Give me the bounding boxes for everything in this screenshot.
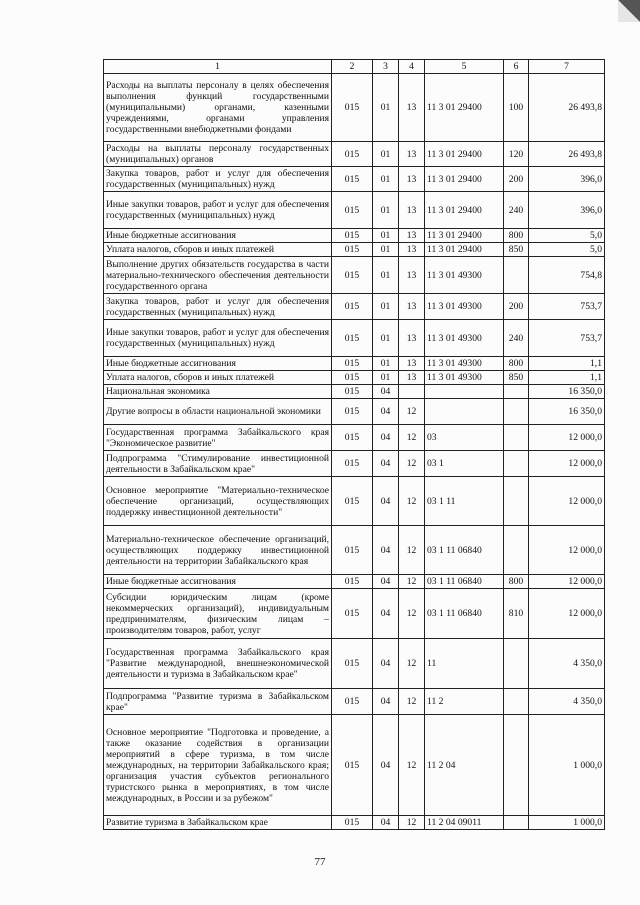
table-row <box>104 167 605 192</box>
row-subsection-cell: 12 <box>399 477 425 526</box>
row-name-cell: Иные закупки товаров, работ и услуг для обеспечения государственных (муниципальных) нужд <box>104 320 332 357</box>
row-section-cell: 01 <box>373 192 399 229</box>
row-expense-type-cell: 810 <box>504 589 529 639</box>
row-section-cell: 01 <box>373 142 399 167</box>
row-section-cell: 04 <box>373 399 399 425</box>
row-name-cell: Иные бюджетные ассигнования <box>104 357 332 371</box>
row-admin-code-cell: 015 <box>332 229 373 243</box>
table-body <box>104 74 605 830</box>
row-subsection-cell: 12 <box>399 715 425 816</box>
table-row <box>104 589 605 639</box>
row-subsection-cell: 12 <box>399 589 425 639</box>
row-target-article-cell: 11 3 01 49300 <box>425 257 504 294</box>
row-name-cell: Подпрограмма "Развитие туризма в Забайкальском крае" <box>104 689 332 715</box>
row-expense-type-cell: 240 <box>504 320 529 357</box>
row-target-article-cell: 03 1 11 06840 <box>425 575 504 589</box>
row-amount-cell: 16 350,0 <box>529 399 605 425</box>
row-section-cell: 01 <box>373 357 399 371</box>
row-name-cell: Государственная программа Забайкальского края "Развитие международной, внешнеэкономической деятельности и туризма в Забайкальском крае" <box>104 639 332 689</box>
row-subsection-cell: 13 <box>399 229 425 243</box>
row-subsection-cell: 13 <box>399 142 425 167</box>
row-name-cell: Национальная экономика <box>104 385 332 399</box>
row-amount-cell: 12 000,0 <box>529 575 605 589</box>
row-expense-type-cell: 120 <box>504 142 529 167</box>
row-subsection-cell: 12 <box>399 425 425 451</box>
row-name-cell: Развитие туризма в Забайкальском крае <box>104 816 332 830</box>
row-amount-cell: 754,8 <box>529 257 605 294</box>
page-corner-fold <box>618 0 640 22</box>
row-target-article-cell: 11 3 01 29400 <box>425 243 504 257</box>
row-name-cell: Государственная программа Забайкальского края "Экономическое развитие" <box>104 425 332 451</box>
row-amount-cell: 753,7 <box>529 320 605 357</box>
row-admin-code-cell: 015 <box>332 74 373 142</box>
row-admin-code-cell: 015 <box>332 243 373 257</box>
row-name-cell: Субсидии юридическим лицам (кроме некоммерческих организаций), индивидуальным предпринимателям, физическим лицам – производителям товаров, работ, услуг <box>104 589 332 639</box>
row-section-cell: 01 <box>373 371 399 385</box>
table-row <box>104 689 605 715</box>
row-section-cell: 01 <box>373 167 399 192</box>
row-name-cell: Основное мероприятие "Материально-техническое обеспечение организаций, осуществляющих поддержку инвестиционной деятельности" <box>104 477 332 526</box>
row-subsection-cell: 12 <box>399 399 425 425</box>
header-col-2: 2 <box>332 60 373 74</box>
row-subsection-cell: 13 <box>399 371 425 385</box>
row-expense-type-cell: 850 <box>504 243 529 257</box>
row-section-cell: 01 <box>373 320 399 357</box>
table-row <box>104 526 605 575</box>
row-name-cell: Иные бюджетные ассигнования <box>104 575 332 589</box>
row-admin-code-cell: 015 <box>332 142 373 167</box>
row-amount-cell: 4 350,0 <box>529 639 605 689</box>
row-subsection-cell: 13 <box>399 294 425 320</box>
table-row <box>104 575 605 589</box>
row-admin-code-cell: 015 <box>332 451 373 477</box>
header-col-6: 6 <box>504 60 529 74</box>
row-amount-cell: 753,7 <box>529 294 605 320</box>
page-number: 77 <box>314 856 326 868</box>
row-expense-type-cell: 200 <box>504 167 529 192</box>
row-target-article-cell: 11 3 01 29400 <box>425 142 504 167</box>
row-section-cell: 04 <box>373 451 399 477</box>
row-section-cell: 01 <box>373 74 399 142</box>
row-amount-cell: 12 000,0 <box>529 477 605 526</box>
row-target-article-cell <box>425 399 504 425</box>
row-expense-type-cell <box>504 639 529 689</box>
row-name-cell: Материально-техническое обеспечение организаций, осуществляющих поддержку инвестиционной деятельности на территории Забайкальского края <box>104 526 332 575</box>
row-name-cell: Подпрограмма "Стимулирование инвестиционной деятельности в Забайкальском крае" <box>104 451 332 477</box>
table-row <box>104 294 605 320</box>
row-name-cell: Уплата налогов, сборов и иных платежей <box>104 243 332 257</box>
row-expense-type-cell: 800 <box>504 357 529 371</box>
row-amount-cell: 16 350,0 <box>529 385 605 399</box>
row-subsection-cell: 12 <box>399 816 425 830</box>
row-admin-code-cell: 015 <box>332 816 373 830</box>
row-section-cell: 01 <box>373 294 399 320</box>
row-expense-type-cell: 200 <box>504 294 529 320</box>
row-expense-type-cell <box>504 399 529 425</box>
row-section-cell: 01 <box>373 243 399 257</box>
row-expense-type-cell <box>504 385 529 399</box>
row-subsection-cell: 13 <box>399 357 425 371</box>
row-target-article-cell: 03 1 <box>425 451 504 477</box>
row-amount-cell: 26 493,8 <box>529 142 605 167</box>
row-section-cell: 04 <box>373 715 399 816</box>
row-amount-cell: 1 000,0 <box>529 715 605 816</box>
row-name-cell: Расходы на выплаты персоналу в целях обеспечения выполнения функций государственными (муниципальными) органами, казенными учреждениями, органами управления государственными внебюджетными фондами <box>104 74 332 142</box>
row-expense-type-cell: 800 <box>504 229 529 243</box>
header-col-5: 5 <box>425 60 504 74</box>
header-col-7: 7 <box>529 60 605 74</box>
row-admin-code-cell: 015 <box>332 477 373 526</box>
row-target-article-cell: 11 2 04 <box>425 715 504 816</box>
row-admin-code-cell: 015 <box>332 589 373 639</box>
row-name-cell: Другие вопросы в области национальной экономики <box>104 399 332 425</box>
row-section-cell: 01 <box>373 229 399 243</box>
row-admin-code-cell: 015 <box>332 689 373 715</box>
row-name-cell: Закупка товаров, работ и услуг для обеспечения государственных (муниципальных) нужд <box>104 167 332 192</box>
row-subsection-cell: 12 <box>399 689 425 715</box>
row-name-cell: Расходы на выплаты персоналу государственных (муниципальных) органов <box>104 142 332 167</box>
row-admin-code-cell: 015 <box>332 639 373 689</box>
row-section-cell: 04 <box>373 526 399 575</box>
row-subsection-cell: 13 <box>399 74 425 142</box>
row-target-article-cell: 03 1 11 06840 <box>425 526 504 575</box>
table-row <box>104 192 605 229</box>
row-target-article-cell: 11 2 04 09011 <box>425 816 504 830</box>
row-name-cell: Иные бюджетные ассигнования <box>104 229 332 243</box>
row-amount-cell: 1,1 <box>529 371 605 385</box>
row-admin-code-cell: 015 <box>332 526 373 575</box>
row-admin-code-cell: 015 <box>332 385 373 399</box>
table-row <box>104 257 605 294</box>
row-target-article-cell: 11 3 01 49300 <box>425 320 504 357</box>
table-row <box>104 399 605 425</box>
row-amount-cell: 5,0 <box>529 243 605 257</box>
row-subsection-cell: 12 <box>399 451 425 477</box>
row-amount-cell: 396,0 <box>529 167 605 192</box>
row-amount-cell: 12 000,0 <box>529 425 605 451</box>
row-amount-cell: 12 000,0 <box>529 451 605 477</box>
table-row <box>104 142 605 167</box>
row-expense-type-cell <box>504 689 529 715</box>
row-section-cell: 04 <box>373 575 399 589</box>
row-expense-type-cell <box>504 715 529 816</box>
row-admin-code-cell: 015 <box>332 167 373 192</box>
row-expense-type-cell: 240 <box>504 192 529 229</box>
header-col-1: 1 <box>104 60 332 74</box>
row-admin-code-cell: 015 <box>332 257 373 294</box>
row-subsection-cell: 13 <box>399 167 425 192</box>
header-col-3: 3 <box>373 60 399 74</box>
row-section-cell: 04 <box>373 589 399 639</box>
row-subsection-cell: 12 <box>399 526 425 575</box>
row-admin-code-cell: 015 <box>332 575 373 589</box>
row-expense-type-cell: 100 <box>504 74 529 142</box>
row-amount-cell: 4 350,0 <box>529 689 605 715</box>
row-admin-code-cell: 015 <box>332 371 373 385</box>
row-admin-code-cell: 015 <box>332 715 373 816</box>
row-target-article-cell: 11 3 01 29400 <box>425 74 504 142</box>
row-name-cell: Уплата налогов, сборов и иных платежей <box>104 371 332 385</box>
row-amount-cell: 12 000,0 <box>529 526 605 575</box>
table-row <box>104 371 605 385</box>
table-row <box>104 425 605 451</box>
row-name-cell: Закупка товаров, работ и услуг для обеспечения государственных (муниципальных) нужд <box>104 294 332 320</box>
table-row <box>104 243 605 257</box>
row-target-article-cell: 11 <box>425 639 504 689</box>
row-amount-cell: 1 000,0 <box>529 816 605 830</box>
row-expense-type-cell <box>504 451 529 477</box>
row-target-article-cell: 11 3 01 49300 <box>425 371 504 385</box>
table-row <box>104 357 605 371</box>
row-admin-code-cell: 015 <box>332 357 373 371</box>
row-subsection-cell <box>399 385 425 399</box>
table-row <box>104 74 605 142</box>
table-row <box>104 229 605 243</box>
budget-table <box>103 59 605 830</box>
table-row <box>104 385 605 399</box>
table-row <box>104 816 605 830</box>
table-row <box>104 639 605 689</box>
row-expense-type-cell: 850 <box>504 371 529 385</box>
table-row <box>104 320 605 357</box>
row-subsection-cell: 12 <box>399 575 425 589</box>
row-subsection-cell: 13 <box>399 192 425 229</box>
row-section-cell: 04 <box>373 477 399 526</box>
row-amount-cell: 12 000,0 <box>529 589 605 639</box>
table-row <box>104 477 605 526</box>
row-target-article-cell: 03 1 11 06840 <box>425 589 504 639</box>
row-admin-code-cell: 015 <box>332 425 373 451</box>
row-section-cell: 04 <box>373 816 399 830</box>
row-section-cell: 04 <box>373 425 399 451</box>
table-row <box>104 715 605 816</box>
row-name-cell: Основное мероприятие "Подготовка и проведение, а также оказание содействия в организации мероприятий в сфере туризма, в том числе международных, на территории Забайкальского края; организация участия субъектов регионального туристского рынка в мероприятиях, в том числе международных, в России и за рубежом" <box>104 715 332 816</box>
row-amount-cell: 5,0 <box>529 229 605 243</box>
row-admin-code-cell: 015 <box>332 320 373 357</box>
header-col-4: 4 <box>399 60 425 74</box>
row-target-article-cell: 11 3 01 49300 <box>425 294 504 320</box>
row-section-cell: 04 <box>373 385 399 399</box>
row-admin-code-cell: 015 <box>332 192 373 229</box>
row-name-cell: Выполнение других обязательств государства в части материально-технического обеспечения деятельности государственного органа <box>104 257 332 294</box>
row-expense-type-cell <box>504 477 529 526</box>
table-header-row <box>104 60 605 74</box>
row-expense-type-cell <box>504 816 529 830</box>
row-expense-type-cell: 800 <box>504 575 529 589</box>
row-target-article-cell: 03 <box>425 425 504 451</box>
row-name-cell: Иные закупки товаров, работ и услуг для обеспечения государственных (муниципальных) нужд <box>104 192 332 229</box>
table-row <box>104 451 605 477</box>
row-amount-cell: 396,0 <box>529 192 605 229</box>
row-section-cell: 01 <box>373 257 399 294</box>
row-amount-cell: 1,1 <box>529 357 605 371</box>
row-target-article-cell: 11 2 <box>425 689 504 715</box>
row-admin-code-cell: 015 <box>332 294 373 320</box>
row-subsection-cell: 13 <box>399 257 425 294</box>
row-subsection-cell: 13 <box>399 320 425 357</box>
row-expense-type-cell <box>504 257 529 294</box>
row-subsection-cell: 12 <box>399 639 425 689</box>
row-subsection-cell: 13 <box>399 243 425 257</box>
row-target-article-cell: 11 3 01 49300 <box>425 357 504 371</box>
row-target-article-cell <box>425 385 504 399</box>
row-section-cell: 04 <box>373 639 399 689</box>
row-amount-cell: 26 493,8 <box>529 74 605 142</box>
row-target-article-cell: 11 3 01 29400 <box>425 167 504 192</box>
row-admin-code-cell: 015 <box>332 399 373 425</box>
row-target-article-cell: 11 3 01 29400 <box>425 229 504 243</box>
row-target-article-cell: 03 1 11 <box>425 477 504 526</box>
row-target-article-cell: 11 3 01 29400 <box>425 192 504 229</box>
row-expense-type-cell <box>504 425 529 451</box>
row-section-cell: 04 <box>373 689 399 715</box>
row-expense-type-cell <box>504 526 529 575</box>
